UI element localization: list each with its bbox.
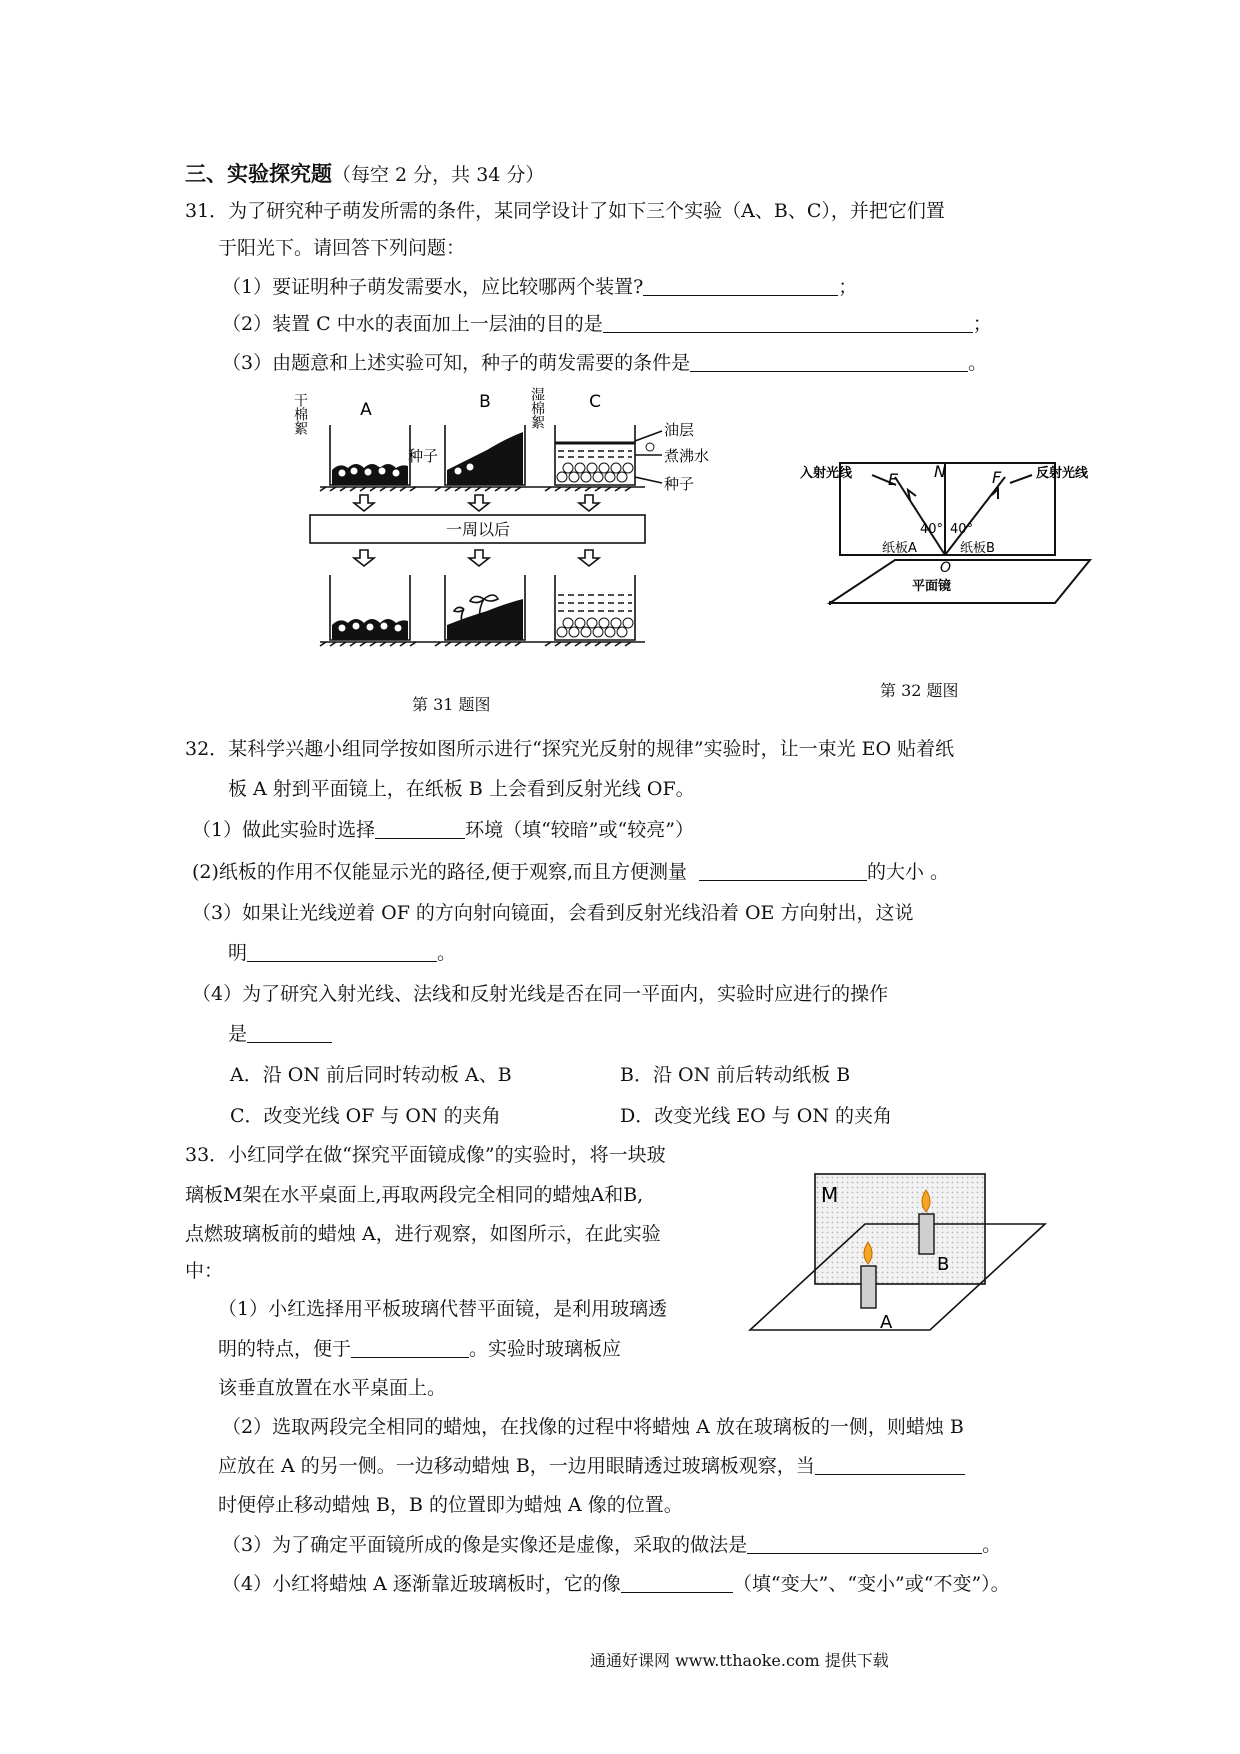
q32-option-a[interactable]: A．沿 ON 前后同时转动板 A、B: [230, 1064, 512, 1086]
q31-part3-blank[interactable]: [690, 352, 968, 372]
q32-part2: [192, 857, 949, 884]
q31-part2-blank[interactable]: [603, 313, 973, 333]
q33-stem-line3: 点燃玻璃板前的蜡烛 A，进行观察，如图所示，在此实验: [185, 1223, 661, 1245]
candle-a: [861, 1266, 876, 1308]
board-b-label: 纸板B: [960, 541, 995, 556]
section-title: 三、实验探究题: [185, 161, 332, 186]
beaker-a-label: A: [360, 400, 372, 420]
q32-part2-text: (2)纸板的作用不仅能显示光的路径,便于观察,而且方便测量: [192, 861, 687, 883]
q31-part1-end: ；: [838, 276, 858, 298]
q32-option-b[interactable]: B．沿 ON 前后转动纸板 B: [620, 1064, 851, 1086]
q31-part3: [222, 348, 987, 375]
footer-text: 通通好课网 www.tthaoke.com 提供下载: [590, 1651, 889, 1670]
q33-part2-line3: 时便停止移动蜡烛 B，B 的位置即为蜡烛 A 像的位置。: [218, 1494, 683, 1516]
incident-ray-label: 入射光线: [800, 466, 853, 481]
plane-mirror: [830, 560, 1090, 603]
q32-part4-text: 是: [228, 1023, 248, 1045]
q33-part4-hint: （填“变大”、“变小”或“不变”）。: [732, 1573, 1010, 1595]
q33-part1-line3: 该垂直放置在水平桌面上。: [218, 1377, 447, 1399]
q31-part2-text: （2）装置 C 中水的表面加上一层油的目的是: [222, 313, 603, 335]
q33-stem-line2: 璃板M架在水平桌面上,再取两段完全相同的蜡烛A和B,: [185, 1184, 644, 1206]
q32-stem-line1: 32．某科学兴趣小组同学按如图所示进行“探究光反射的规律”实验时，让一束光 EO 贴着纸: [185, 738, 955, 760]
q32-option-d[interactable]: D．改变光线 EO 与 ON 的夹角: [620, 1105, 893, 1127]
boiled-water-label: 煮沸水: [664, 447, 710, 465]
angle-left-label: 40°: [920, 522, 944, 537]
q31-part1-text: （1）要证明种子萌发需要水，应比较哪两个装置?: [222, 276, 644, 298]
q31-part3-end: 。: [968, 352, 988, 374]
q32-part3-line2: [228, 938, 456, 965]
label-b: B: [937, 1254, 950, 1275]
q33-part3-blank[interactable]: [747, 1534, 982, 1554]
q32-part4-blank[interactable]: [247, 1023, 332, 1043]
q32-part2-blank[interactable]: [699, 861, 867, 881]
mirror-label: 平面镜: [912, 579, 952, 594]
oil-layer-label: 油层: [664, 421, 695, 439]
beaker-b-label: B: [479, 392, 491, 412]
q32-caption: 第 32 题图: [880, 681, 959, 700]
glass-plate-m: [815, 1174, 985, 1284]
q33-part1-line2: [218, 1334, 621, 1361]
q31-figure: [290, 385, 710, 675]
seed-label-c: 种子: [664, 475, 695, 493]
q32-part1: [192, 815, 694, 842]
q32-part3-end: 。: [437, 942, 457, 964]
q33-part1-blank[interactable]: [351, 1338, 469, 1358]
q31-part2: [222, 309, 992, 336]
point-e-label: E: [888, 470, 899, 489]
q33-part3-end: 。: [982, 1534, 1002, 1556]
section-heading: [185, 158, 544, 188]
q32-part2-end: 的大小 。: [867, 861, 950, 883]
label-m: M: [821, 1183, 839, 1207]
q32-part1-hint: 环境（填“较暗”或“较亮”）: [465, 819, 694, 841]
week-later-label: 一周以后: [445, 520, 511, 539]
angle-right-label: 40°: [950, 522, 974, 537]
q32-stem-line2: 板 A 射到平面镜上，在纸板 B 上会看到反射光线 OF。: [228, 778, 695, 800]
q33-part4-text: （4）小红将蜡烛 A 逐渐靠近玻璃板时，它的像: [222, 1573, 621, 1595]
q33-part1-tail: 。实验时玻璃板应: [469, 1338, 622, 1360]
wet-cotton-label: 湿棉絮: [529, 387, 545, 429]
q33-part4: [222, 1569, 1010, 1596]
seed-label: 种子: [408, 447, 439, 465]
label-a: A: [880, 1312, 893, 1333]
q31-stem-line1: 31．为了研究种子萌发所需的条件，某同学设计了如下三个实验（A、B、C），并把它们置: [185, 200, 945, 222]
q31-part2-end: ；: [972, 313, 992, 335]
point-f-label: F: [992, 468, 1002, 487]
q33-stem-line4: 中：: [185, 1260, 224, 1282]
q31-part3-text: （3）由题意和上述实验可知，种子的萌发需要的条件是: [222, 352, 691, 374]
q33-part1-text: 明的特点，便于: [218, 1338, 352, 1360]
q31-caption: 第 31 题图: [412, 695, 491, 714]
q33-figure: [745, 1170, 1055, 1340]
q33-part3: [222, 1530, 1001, 1557]
point-n-label: N: [934, 462, 946, 481]
q32-part3-blank[interactable]: [247, 942, 437, 962]
beaker-c-label: C: [589, 392, 601, 412]
q33-part2-line2: [218, 1451, 965, 1478]
board-a-label: 纸板A: [882, 541, 917, 556]
q33-part3-text: （3）为了确定平面镜所成的像是实像还是虚像，采取的做法是: [222, 1534, 748, 1556]
q32-part4-line1: （4）为了研究入射光线、法线和反射光线是否在同一平面内，实验时应进行的操作: [192, 983, 889, 1005]
q32-part3-text: 明: [228, 942, 248, 964]
q32-part1-blank[interactable]: [375, 819, 465, 839]
q33-part2-blank[interactable]: [815, 1455, 965, 1475]
section-note: （每空 2 分，共 34 分）: [332, 164, 545, 186]
q32-figure: [800, 455, 1100, 615]
q33-part2-line1: （2）选取两段完全相同的蜡烛，在找像的过程中将蜡烛 A 放在玻璃板的一侧，则蜡烛 B: [222, 1416, 964, 1438]
q33-part1-line1: （1）小红选择用平板玻璃代替平面镜，是利用玻璃透: [218, 1298, 668, 1320]
q31-part1: [222, 272, 857, 299]
dry-cotton-label: 干棉絮: [292, 393, 308, 435]
q33-part2-text: 应放在 A 的另一侧。一边移动蜡烛 B，一边用眼睛透过玻璃板观察，当: [218, 1455, 815, 1477]
point-o-label: O: [940, 560, 952, 576]
q32-part3-line1: （3）如果让光线逆着 OF 的方向射向镜面，会看到反射光线沿着 OE 方向射出，这说: [192, 902, 914, 924]
q32-part1-text: （1）做此实验时选择: [192, 819, 376, 841]
q33-stem-line1: 33．小红同学在做“探究平面镜成像”的实验时，将一块玻: [185, 1144, 666, 1166]
q31-stem-line2: 于阳光下。请回答下列问题：: [218, 237, 466, 259]
q32-option-c[interactable]: C．改变光线 OF 与 ON 的夹角: [230, 1105, 501, 1127]
q33-part4-blank[interactable]: [621, 1573, 733, 1593]
candle-b: [919, 1214, 934, 1254]
q31-part1-blank[interactable]: [643, 276, 838, 296]
reflected-ray-label: 反射光线: [1036, 466, 1089, 481]
q32-part4-line2: [228, 1019, 332, 1046]
